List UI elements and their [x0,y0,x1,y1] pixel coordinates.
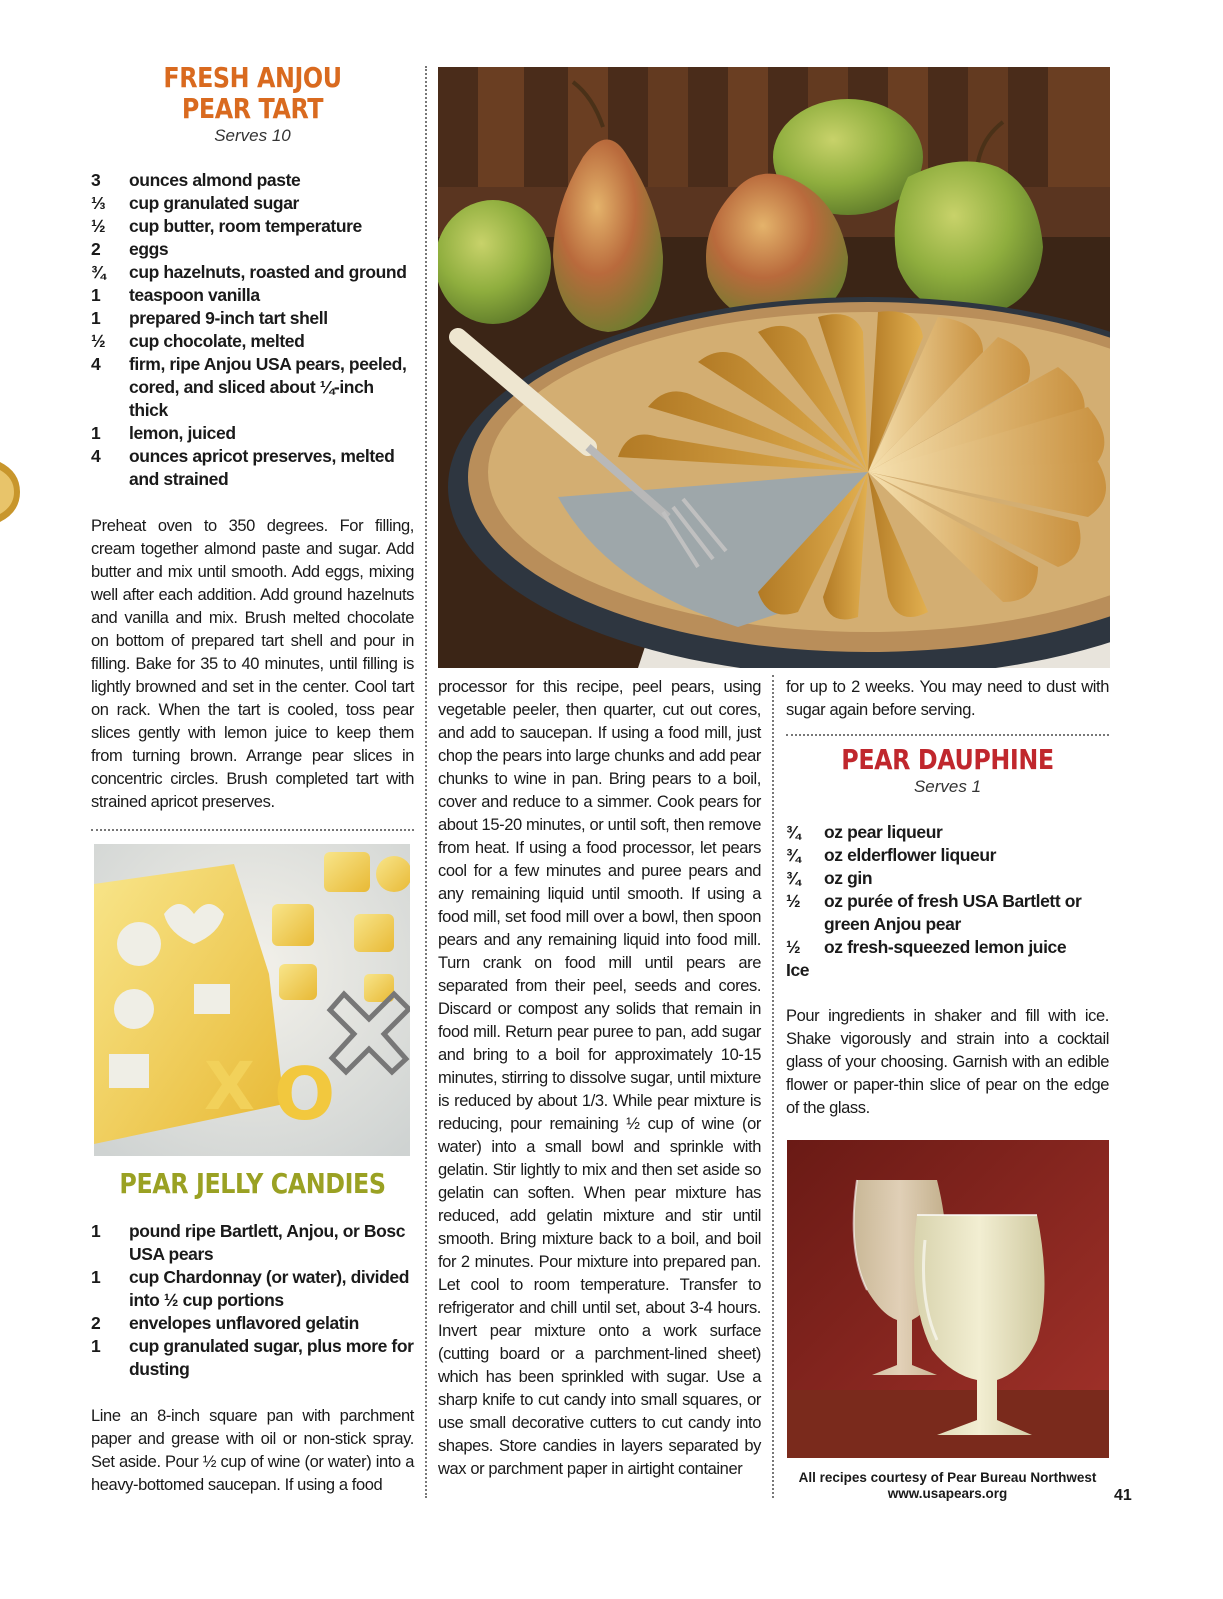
candies-method-part2: processor for this recipe, peel pears, using vegetable peeler, then quarter, cut out cores, and add to saucepan. If using a food mill, just chop the pears into large chunks and add pear chunks to wine in pan. Bring pears to a boil, cover and reduce to a simmer. Cook pears for about 15-20 minutes, or until soft, then remove from heat. If using a food processor, let pears cool for a few minutes and puree pears and any remaining liquid until smooth. If using a food mill, set food mill over a bowl, then spoon pears and any remaining liquid into food mill. Turn crank on food mill until pears are separated from their peel, seeds and cores. Discard or compost any solids that remain in food mill. Return pear puree to pan, add sugar and bring to a boil for approximately 10-15 minutes, stirring to dissolve sugar, until mixture is reduced by about 1/3. While pear mixture is reducing, pour remaining ½ cup of wine (or water) into a small bowl and sprinkle with gelatin. Stir lightly to mix and then set aside so gelatin can soften. When pear mixture has reduced, add gelatin mixture and stir until smooth. Bring mixture back to a boil, and boil for 2 minutes. Pour mixture into prepared pan. Let cool to room temperature. Transfer to refrigerator and chill until set, about 3-4 hours. Invert pear mixture onto a work surface (cutting board or a parchment-lined sheet) which has been sprinkled with sugar. Use a sharp knife to cut candy into small squares, or use small decorative cutters to cut candy into shapes. Store candies in layers separated by wax or parchment paper in airtight container [438,678,761,1478]
ingredient-quantity: ⅓ [91,193,106,213]
dauphine-method: Pour ingredients in shaker and fill with ice. Shake vigorously and strain into a cocktail glass of your choosing. Garnish with an edible flower or paper-thin slice of pear on the edge of the glass. [786,1007,1109,1117]
candies-recipe [91,1168,414,1497]
ingredient-text: cup hazelnuts, roasted and ground [129,262,407,282]
ingredient-quantity: ¾ [91,262,106,282]
ingredient-quantity: 1 [91,308,101,328]
ingredient-item [786,821,1109,844]
column-separator [772,675,774,1498]
ingredient-quantity: 1 [91,423,101,443]
ingredient-text: cup chocolate, melted [129,331,305,351]
dauphine-serves: Serves 1 [913,777,982,796]
ingredient-text: lemon, juiced [129,423,236,443]
ingredient-quantity: ¾ [786,868,801,888]
ingredient-quantity: 4 [91,446,101,466]
ingredient-item [91,192,414,215]
ingredient-text: oz gin [824,868,873,888]
ingredient-item [91,261,414,284]
ingredient-quantity: 2 [91,239,101,259]
candies-method-part1: Line an 8-inch square pan with parchment paper and grease with oil or non-stick spray. Set aside. Pour ½ cup of wine (or water) into a heavy-bottomed saucepan. If using a food [91,1407,414,1494]
ingredient-item [91,1335,414,1381]
tart-title: FRESH ANJOU PEAR TART [163,61,342,125]
tart-method: Preheat oven to 350 degrees. For filling, cream together almond paste and sugar. Add butter and mix until smooth. Add eggs, mixing well after each addition. Add ground hazelnuts and vanilla and mix. Brush melted chocolate on bottom of prepared tart shell and pour in filling. Bake for 35 to 40 minutes, until filling is lightly browned and set in the center. Cool tart on rack. When the tart is cooled, toss pear slices gently with lemon juice to keep them from turning brown. Arrange pear slices in concentric circles. Brush completed tart with strained apricot preserves. [91,517,414,811]
pear-tart-photo [438,67,1110,668]
ingredient-quantity: 1 [91,1336,101,1356]
divider [786,734,1109,736]
ingredient-text: oz pear liqueur [824,822,943,842]
ingredient-item [91,1312,414,1335]
candies-method-end [786,676,1109,722]
ingredient-item [91,330,414,353]
ingredient-quantity: ½ [786,937,801,957]
ingredient-text: oz elderflower liqueur [824,845,997,865]
ingredient-quantity: 2 [91,1313,101,1333]
ingredient-text: pound ripe Bartlett, Anjou, or Bosc USA pears [129,1221,406,1264]
candies-ingredient-list [91,1220,414,1381]
ingredient-quantity: 3 [91,170,101,190]
tart-serves: Serves 10 [214,126,291,145]
ingredient-text: oz fresh-squeezed lemon juice [824,937,1067,957]
ingredient-text: firm, ripe Anjou USA pears, peeled, cored, and sliced about ¼-inch thick [129,354,407,420]
ingredient-item [786,844,1109,867]
candies-method-column [438,676,761,1481]
svg-text:O: O [274,1052,336,1136]
ingredient-quantity: 1 [91,1221,101,1241]
ingredient-quantity: ½ [91,216,106,236]
ingredient-text: prepared 9-inch tart shell [129,308,328,328]
ingredient-text: cup granulated sugar [129,193,299,213]
ingredient-item [91,1220,414,1266]
tart-ingredient-list [91,169,414,491]
ingredient-text: teaspoon vanilla [129,285,260,305]
ingredient-quantity: 4 [91,354,101,374]
divider [91,829,414,831]
candies-title: PEAR JELLY CANDIES [119,1167,386,1200]
ingredient-item [91,307,414,330]
ingredient-text: cup Chardonnay (or water), divided into ½ cup portions [129,1267,410,1310]
ingredient-item [91,445,414,491]
ingredient-item [91,284,414,307]
tart-recipe [91,62,414,814]
page-number: 41 [1114,1487,1132,1504]
ingredient-item [91,238,414,261]
ingredient-text: eggs [129,239,169,259]
ingredient-text: cup granulated sugar, plus more for dusting [129,1336,414,1379]
dauphine-recipe [786,744,1109,1120]
recipe-credit: All recipes courtesy of Pear Bureau Northwest www.usapears.org [798,1470,1097,1501]
ingredient-item [91,353,414,422]
candies-method-part3: for up to 2 weeks. You may need to dust with sugar again before serving. [786,678,1109,719]
dauphine-ingredient-list [786,821,1109,959]
ingredient-item [786,890,1109,936]
dauphine-ice: Ice [786,960,810,980]
ingredient-item [91,169,414,192]
ingredient-text: ounces almond paste [129,170,301,190]
ingredient-item [786,867,1109,890]
ingredient-item [91,215,414,238]
svg-text:X: X [204,1048,255,1125]
ingredient-item [786,936,1109,959]
ingredient-quantity: ¾ [786,845,801,865]
ingredient-quantity: ¾ [786,822,801,842]
ingredient-quantity: ½ [786,891,801,911]
jelly-candies-photo [94,844,410,1156]
ingredient-text: cup butter, room temperature [129,216,362,236]
ingredient-quantity: 1 [91,285,101,305]
dauphine-title: PEAR DAUPHINE [841,743,1054,776]
ingredient-item [91,1266,414,1312]
edge-ornament [0,462,22,522]
ingredient-text: ounces apricot preserves, melted and strained [129,446,395,489]
ingredient-item [91,422,414,445]
cocktail-photo [787,1140,1109,1458]
ingredient-quantity: 1 [91,1267,101,1287]
ingredient-quantity: ½ [91,331,106,351]
ingredient-text: oz purée of fresh USA Bartlett or green Anjou pear [824,891,1082,934]
ingredient-text: envelopes unflavored gelatin [129,1313,359,1333]
column-separator [425,66,427,1498]
